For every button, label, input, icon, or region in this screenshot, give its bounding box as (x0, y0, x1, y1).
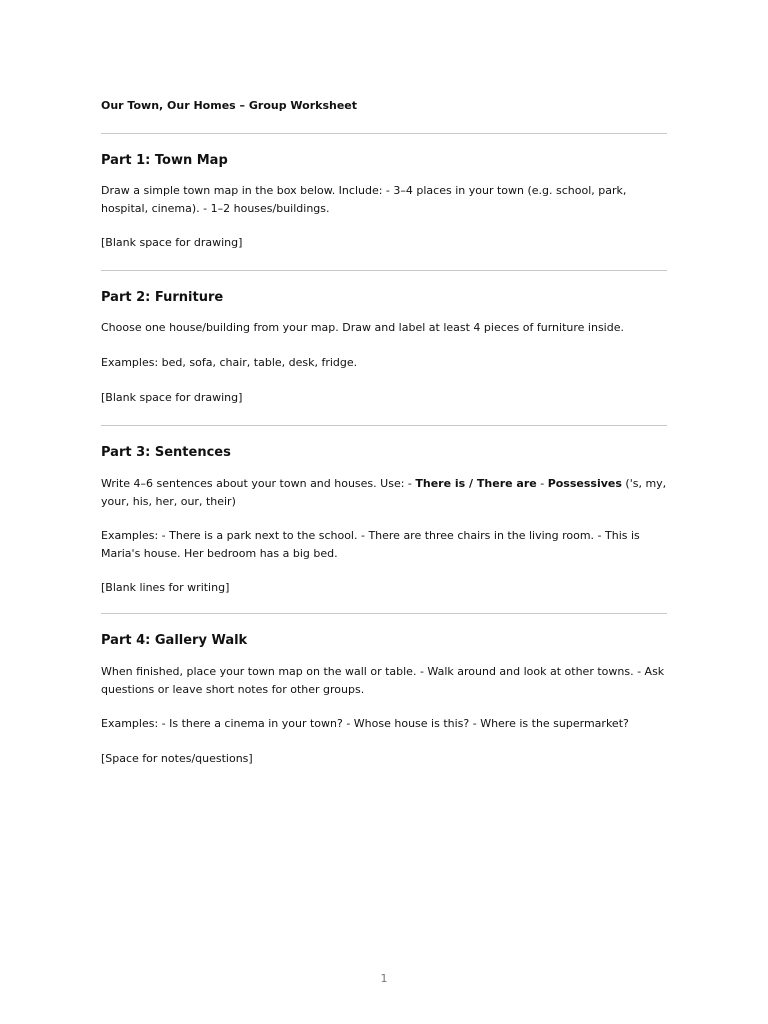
part-1-instructions: Draw a simple town map in the box below. Include: - 3–4 places in your town (e.g. school, park, hospital, cinema). - 1–2 houses/buildings. (101, 184, 627, 215)
divider (101, 133, 667, 134)
page-number: 1 (380, 972, 388, 985)
part-4-notes-space: [Space for notes/questions] (101, 752, 253, 765)
part-3-heading: Part 3: Sentences (101, 445, 231, 460)
part-3-instructions-separator: - (536, 477, 548, 490)
part-3-writing-space: [Blank lines for writing] (101, 581, 230, 594)
grammar-point-possessives: Possessives (547, 477, 622, 490)
part-1-section (101, 152, 667, 252)
part-4-instructions: When finished, place your town map on the wall or table. - Walk around and look at other towns. - Ask questions or leave short notes for other groups. (101, 665, 665, 696)
part-3-examples: Examples: - There is a park next to the school. - There are three chairs in the living room. - This is Maria's house. Her bedroom has a big bed. (101, 529, 640, 560)
part-2-section (101, 289, 667, 407)
grammar-point-there-is: There is / There are (415, 477, 537, 490)
part-4-section (101, 632, 667, 768)
part-2-drawing-space: [Blank space for drawing] (101, 391, 243, 404)
part-4-examples: Examples: - Is there a cinema in your town? - Whose house is this? - Where is the supermarket? (101, 717, 629, 730)
part-1-drawing-space: [Blank space for drawing] (101, 236, 243, 249)
divider (101, 425, 667, 426)
part-2-examples: Examples: bed, sofa, chair, table, desk, fridge. (101, 356, 358, 369)
part-2-instructions: Choose one house/building from your map. Draw and label at least 4 pieces of furniture inside. (101, 321, 624, 334)
part-3-instructions-lead: Write 4–6 sentences about your town and houses. Use: - (101, 477, 416, 490)
part-2-heading: Part 2: Furniture (101, 290, 224, 305)
document-title: Our Town, Our Homes – Group Worksheet (101, 99, 358, 112)
part-3-instructions (101, 475, 667, 511)
part-1-heading: Part 1: Town Map (101, 153, 228, 168)
part-4-heading: Part 4: Gallery Walk (101, 633, 248, 648)
divider (101, 613, 667, 614)
divider (101, 270, 667, 271)
part-3-instructions-tail: ('s, my, your, his, her, our, their) (101, 477, 667, 508)
part-3-section (101, 444, 667, 597)
